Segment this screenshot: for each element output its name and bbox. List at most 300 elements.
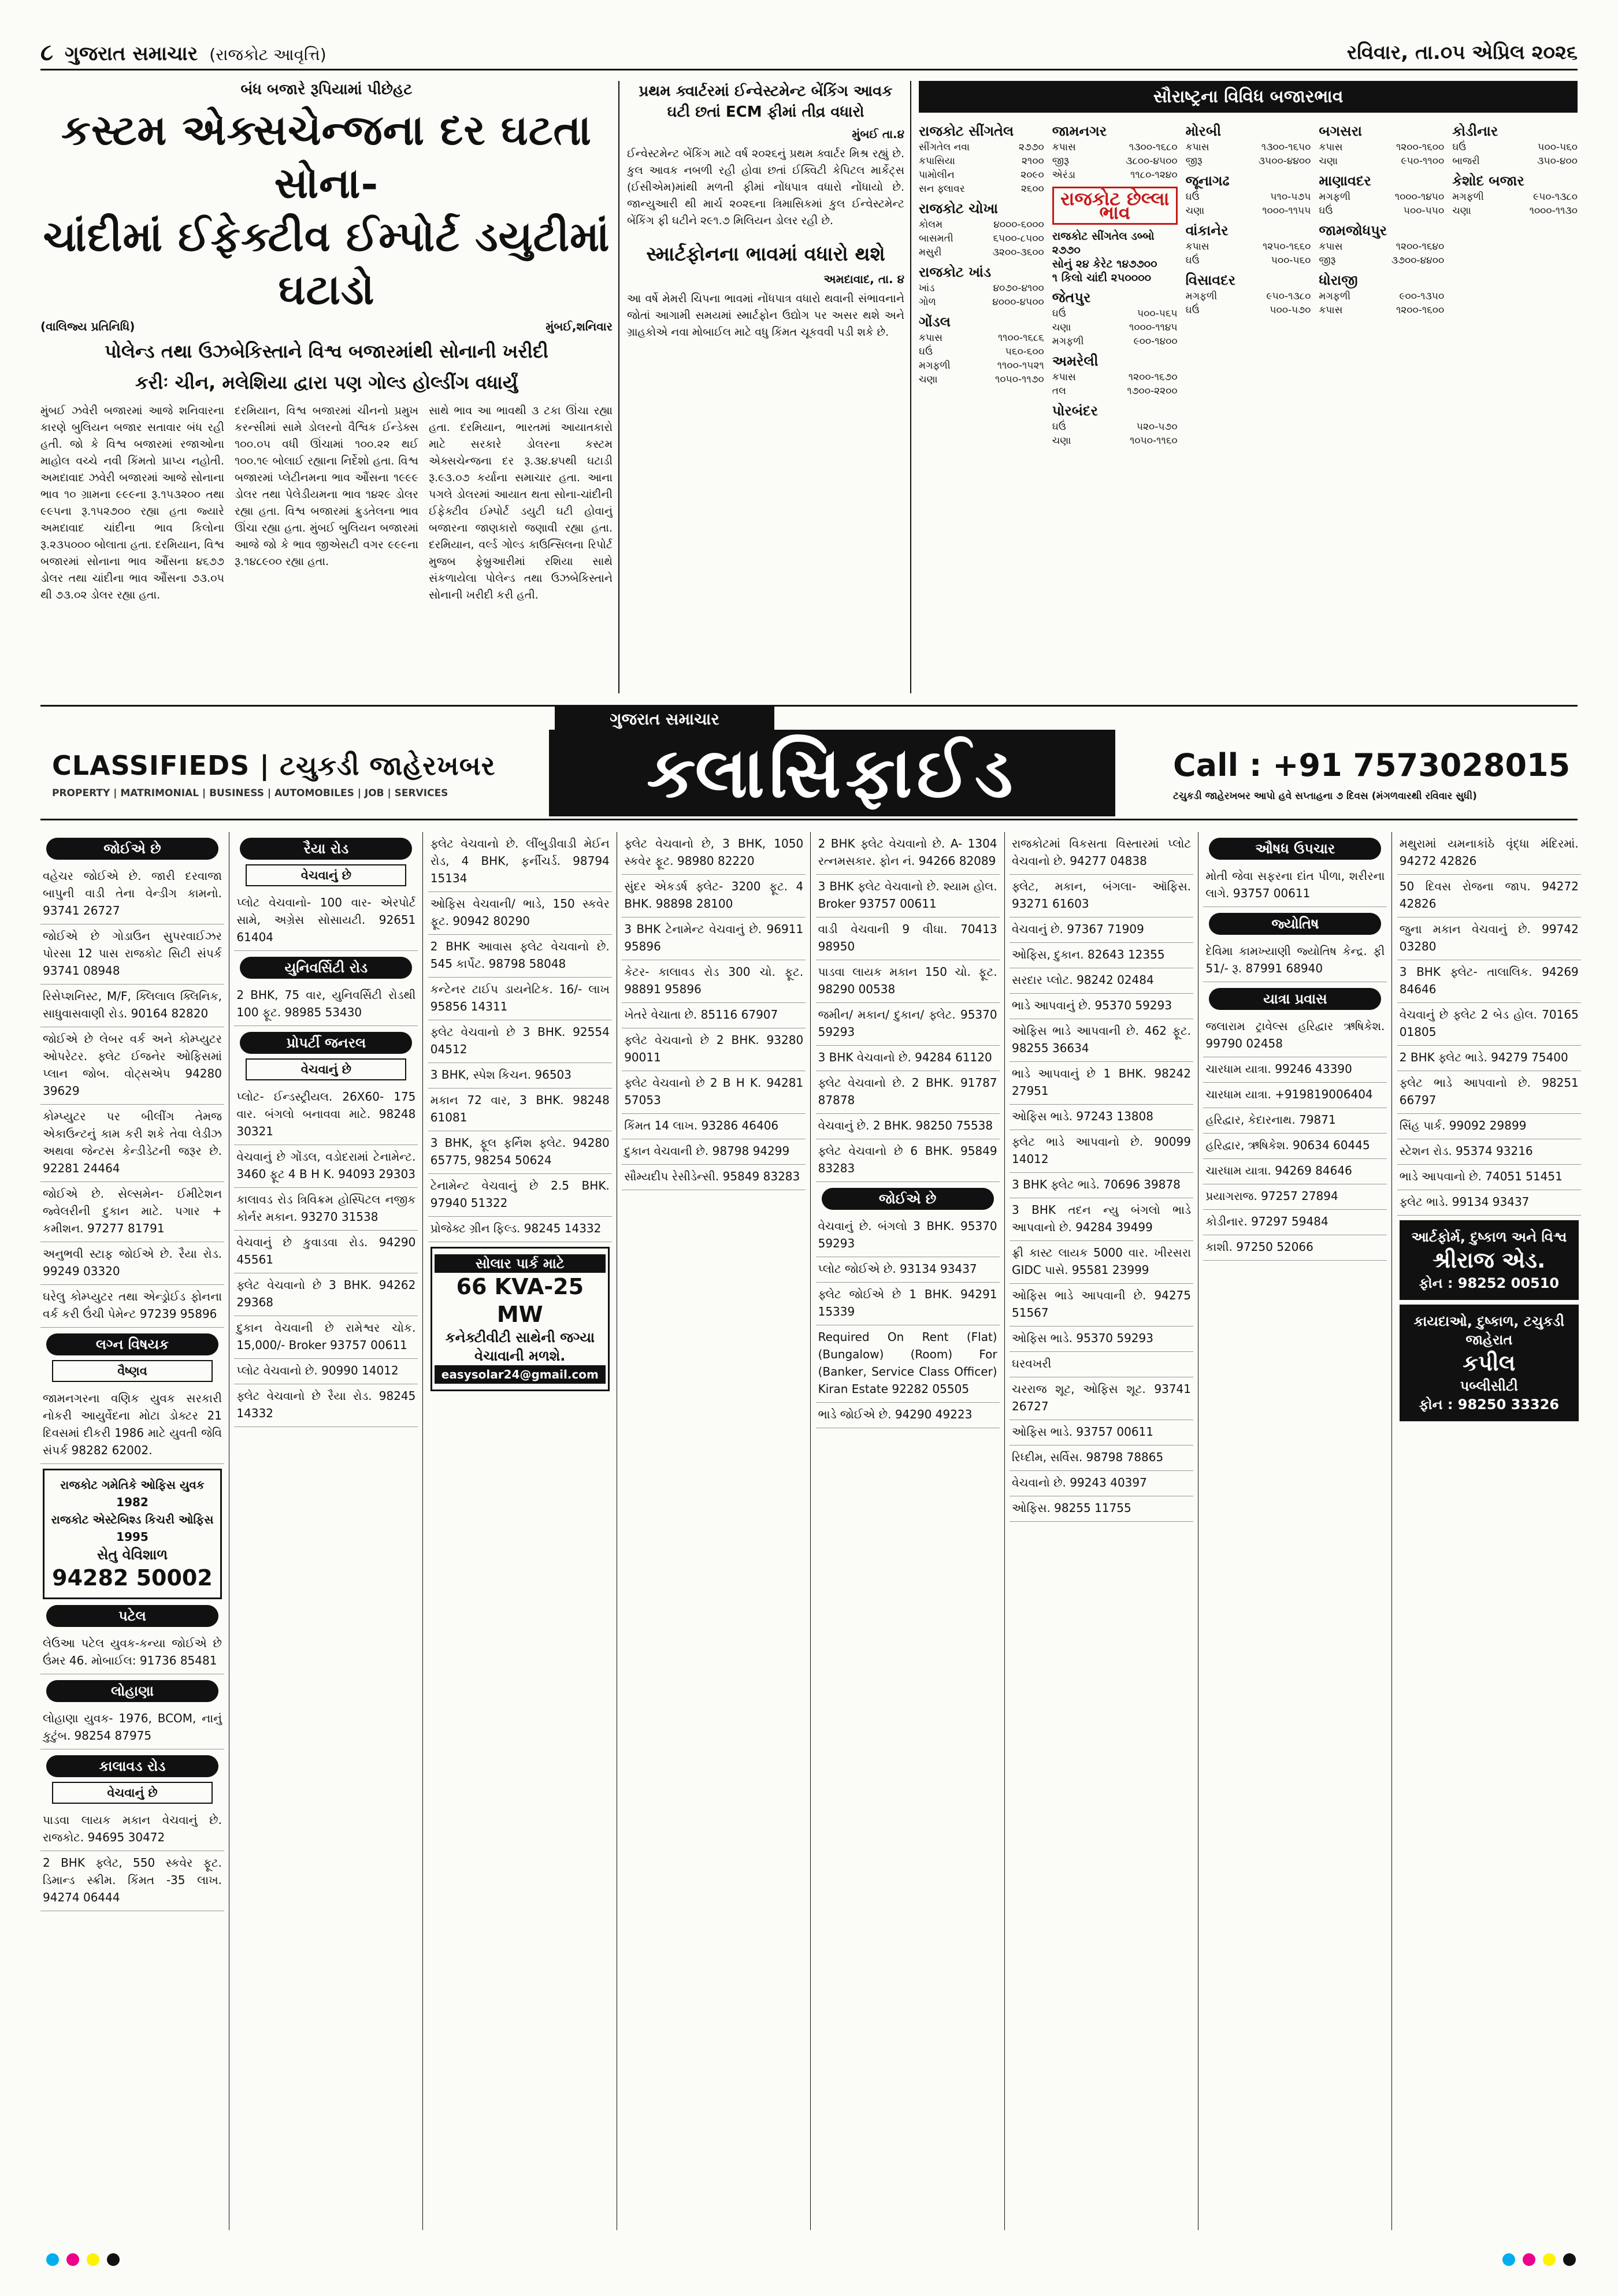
category-header: યાત્રા પ્રવાસ — [1209, 988, 1381, 1010]
rate-row — [1319, 190, 1444, 204]
classified-ad: ફ્લેટ જોઈએ છે 1 BHK. 94291 15339 — [816, 1283, 1000, 1325]
commodity: મગફળી — [1319, 291, 1351, 302]
classified-ad: 50 દિવસ રોજના જાપ. 94272 42826 — [1397, 875, 1581, 917]
commodity: ઘઉં — [1319, 205, 1333, 217]
market-city-name: બગસરા — [1319, 123, 1362, 139]
market-column — [1052, 118, 1178, 448]
classified-ad: પાડવા લાયક મકાન વેચવાનું છે. રાજકોટ. 94695 30472 — [40, 1808, 224, 1851]
market-city-name: કેશોદ બજાર — [1452, 173, 1524, 189]
category-header: ઔષધ ઉપચાર — [1209, 838, 1381, 860]
rate-row — [1052, 307, 1178, 321]
classified-ad: 3 BHK ફ્લેટ ભાડે. 70696 39878 — [1010, 1173, 1193, 1198]
classified-ad: ઓફિસ ભાડે. 97243 13808 — [1010, 1105, 1193, 1130]
rate-row — [1319, 154, 1444, 168]
classified-column — [40, 832, 224, 2230]
registration-mark — [46, 2253, 59, 2266]
price: ૯૫૦-૧૧૦૦ — [1401, 155, 1445, 167]
market-city-name: જામનગર — [1052, 123, 1107, 139]
commodity: ચણા — [1052, 322, 1071, 333]
classified-ad: ચારધામ યાત્રા. 99246 43390 — [1203, 1057, 1387, 1083]
classified-ad: ભાડે જોઈએ છે. 94290 49223 — [816, 1403, 1000, 1428]
market-city-name: પોરબંદર — [1052, 403, 1098, 419]
rate-row — [1052, 168, 1178, 182]
price: ૩૫૦૦-૪૪૦૦ — [1258, 155, 1311, 167]
rate-row — [1186, 190, 1311, 204]
rate-row — [919, 218, 1044, 232]
classified-ad: ફ્લેટ વેચવાનો છે રૈયા રોડ. 98245 14332 — [234, 1384, 418, 1427]
price: ૬૫૦૦-૮૫૦૦ — [993, 233, 1044, 244]
classified-ad: ચરરાજ શૂટ, ઓફિસ શૂટ. 93741 26727 — [1010, 1377, 1193, 1420]
classified-ad: ફ્લેટ વેચવાનો છે 3 BHK. 92554 04512 — [428, 1020, 612, 1063]
rate-row — [1186, 204, 1311, 218]
rate-row — [1186, 289, 1311, 303]
classified-ad: વહેચર જોઈએ છે. જારી દરવાજા બાપુની વાડી તેના વેન્ડીગ કામનો. 93741 26727 — [40, 864, 224, 924]
registration-mark — [1563, 2253, 1576, 2266]
price: ૪૦૦૦-૬૦૦૦ — [993, 219, 1044, 231]
rate-row — [1052, 321, 1178, 335]
rate-row — [1052, 140, 1178, 154]
rajkot-last-rate-box — [1052, 187, 1178, 225]
commodity: કપાસ — [1319, 304, 1343, 316]
market-column — [1452, 118, 1578, 448]
category-header: લગ્ન વિષયક — [46, 1333, 218, 1355]
rajkot-last-rate-line: રાજકોટ સીંગતેલ ડબ્બો ૨૭૭૦ — [1052, 230, 1155, 257]
market-city-name: વિસાવદર — [1185, 272, 1236, 288]
lead-dateline: મુંબઈ,શનિવાર — [545, 319, 613, 333]
commodity: પામોલીન — [919, 169, 955, 181]
column-rule — [1391, 832, 1392, 2230]
classified-ad: હરિદ્વાર, ઋષિકેશ. 90634 60445 — [1203, 1134, 1387, 1159]
price: ૩૭૦૦-૪૪૦૦ — [1391, 255, 1445, 266]
category-header: કાલાવડ રોડ — [46, 1755, 218, 1777]
rate-row — [1452, 204, 1578, 218]
price: ૨૬૦૦ — [1020, 183, 1044, 195]
classified-ad: મકાન 72 વાર, 3 BHK. 98248 61081 — [428, 1088, 612, 1131]
solar-ad-line: easysolar24@gmail.com — [435, 1365, 606, 1384]
price: ૯૫૦-૧૩૮૦ — [1533, 191, 1578, 203]
side-headline: પ્રથમ ક્વાર્ટરમાં ઈન્વેસ્ટમેન્ટ બેંકિંગ આવક ઘટી છતાં ECM ફીમાં તીવ્ર વધારો — [639, 83, 893, 121]
lead-kicker: બંધ બજારે રૂપિયામાં પીછેહટ — [240, 81, 413, 98]
rate-row — [919, 246, 1044, 259]
price: ૯૦૦-૧૩૫૦ — [1399, 291, 1445, 302]
column-rule — [810, 832, 811, 2230]
price: ૧૭૦૦-૨૨૦૦ — [1127, 385, 1178, 397]
price: ૧૧૮૦-૧૨૪૦ — [1130, 169, 1178, 181]
price: ૫૦૦-૫૫૦ — [1403, 205, 1445, 217]
publicity-ad — [1400, 1220, 1579, 1300]
market-city-name: અમરેલી — [1052, 353, 1099, 369]
lead-story — [40, 81, 613, 693]
classified-ad: જુના મકાન વેચવાનું છે. 99742 03280 — [1397, 917, 1581, 960]
classified-ad: ફ્રી કાસ્ટ લાયક 5000 વાર. ખીરસરા GIDC પાસે. 95581 23999 — [1010, 1241, 1193, 1284]
column-rule — [618, 81, 619, 693]
rate-row — [919, 281, 1044, 295]
publicity-ad — [1400, 1305, 1579, 1421]
price: ૧૨૦૦-૧૬૭૦ — [1128, 371, 1178, 383]
classified-ad: 2 BHK ફ્લેટ વેચવાનો છે. A- 1304 રત્નમસકાર. ફોન નં. 94266 82089 — [816, 832, 1000, 875]
rate-row — [919, 154, 1044, 168]
rate-row — [1186, 303, 1311, 317]
classified-ad: 3 BHK, ફૂલ ફર્નિશ ફ્લેટ. 94280 65775, 98254 50624 — [428, 1131, 612, 1174]
price: ૯૫૦-૧૩૮૦ — [1266, 291, 1311, 302]
price: ૫૦૦-૫૬૦ — [1271, 255, 1311, 266]
market-city-name: ધોરાજી — [1319, 272, 1358, 288]
market-city-name: ગોંડલ — [919, 314, 951, 330]
rate-row — [919, 295, 1044, 309]
price: ૫૬૦-૬૦૦ — [1005, 346, 1044, 358]
smartphone-dateline: અમદાવાદ, તા. ૪ — [823, 272, 904, 286]
classifieds-categories: PROPERTY | MATRIMONIAL | BUSINESS | AUTOMOBILES | JOB | SERVICES — [52, 787, 448, 799]
column-rule — [910, 81, 911, 693]
price: ૧૩૦૦-૧૬૫૦ — [1261, 142, 1311, 153]
classified-ad: ભાડે આપવાનો છે. 74051 51451 — [1397, 1165, 1581, 1190]
category-header: પટેલ — [46, 1605, 218, 1627]
page-header — [40, 36, 1578, 70]
side-story — [627, 81, 904, 693]
classified-ad: ઘરેલુ કોમ્પ્યુટર તથા એન્ડ્રોઈડ ફોનના વર્ક કરી ઉંચી પેમેન્ટ 97239 95896 — [40, 1285, 224, 1328]
classified-ad: વેચવાનું છે. 97367 71909 — [1010, 917, 1193, 943]
classified-ad: હરિદ્વાર, કેદારનાથ. 79871 — [1203, 1108, 1387, 1134]
publicity-ad-line: કપીલ — [1463, 1350, 1516, 1376]
classified-ad: ઓફિસ ભાડે. 95370 59293 — [1010, 1327, 1193, 1352]
classified-ad: પ્લોટ જોઈએ છે. 93134 93437 — [816, 1257, 1000, 1283]
classified-ad: ફ્લેટ, મકાન, બંગલા- ઑફિસ. 93271 61603 — [1010, 875, 1193, 917]
classified-ad: પ્રયાગરાજ. 97257 27894 — [1203, 1184, 1387, 1210]
price: ૨૧૦૦ — [1022, 155, 1044, 167]
price: ૧૩૦૦-૧૬૮૦ — [1129, 142, 1178, 153]
commodity: મગફળી — [1319, 191, 1351, 203]
category-header: લોહાણા — [46, 1680, 218, 1702]
classified-ad: 2 BHK, 75 વાર, યુનિવર્સિટી રોડથી 100 ફૂટ. 98985 53430 — [234, 983, 418, 1026]
classified-ad: જોઈએ છે ગોડાઉન સુપરવાઈઝર પોરસા 12 પાસ રાજકોટ સિટી સંપર્ક 93741 08948 — [40, 924, 224, 984]
classified-ad: ફ્લેટ ભાડે આપવાનો છે. 90099 14012 — [1010, 1130, 1193, 1173]
registration-mark — [1543, 2253, 1556, 2266]
registration-mark — [87, 2253, 99, 2266]
classified-ad: ઓફિસ. 98255 11755 — [1010, 1496, 1193, 1522]
registration-mark — [107, 2253, 120, 2266]
commodity: મગફળી — [1185, 291, 1218, 302]
market-city-name: માણાવદર — [1319, 173, 1371, 189]
classified-ad: ફ્લેટ વેચવાનો છે 3 BHK. 94262 29368 — [234, 1273, 418, 1316]
classified-ad: સૌમ્યદીપ રેસીડેન્સી. 95849 83283 — [622, 1165, 806, 1190]
classified-ad: વેચવાનું છે. 2 BHK. 98250 75538 — [816, 1114, 1000, 1139]
classified-ad: મથુરામાં યમનાકાંઠે વૃંદ્ધા મંદિરમાં. 94272 42826 — [1397, 832, 1581, 875]
price: ૧૦૫૦-૧૧૬૦ — [1130, 435, 1178, 447]
classified-column — [428, 832, 612, 2230]
rate-row — [1452, 140, 1578, 154]
lead-headline-2: ચાંદીમાં ઈફેક્ટીવ ઈમ્પોર્ટ ડયુટીમાં ઘટાડો — [43, 211, 610, 314]
classified-ad: સ્ટેશન રોડ. 95374 93216 — [1397, 1139, 1581, 1165]
classified-column — [622, 832, 806, 2230]
classifieds-title: ક્લાસિફાઈડ — [549, 730, 1115, 816]
subcategory-header: વેચવાનું છે — [246, 1058, 406, 1080]
rate-row — [1052, 434, 1178, 448]
commodity: ચણા — [919, 374, 938, 385]
price: ૧૦૫૦-૧૧૭૦ — [994, 374, 1044, 385]
solar-ad — [431, 1247, 610, 1391]
category-header: પ્રોપર્ટી જનરલ — [240, 1032, 412, 1054]
market-city-name: વાંકાનેર — [1185, 222, 1229, 239]
rate-row — [1319, 140, 1444, 154]
classified-ad: વેચવાનો છે. 99243 40397 — [1010, 1471, 1193, 1496]
rate-row — [919, 331, 1044, 345]
rate-row — [1319, 254, 1444, 268]
newspaper-brand: ગુજરાત સમાચાર — [65, 42, 198, 65]
category-header: યુનિવર્સિટી રોડ — [240, 957, 412, 979]
classified-ad: વાડી વેચવાની 9 વીઘા. 70413 98950 — [816, 917, 1000, 960]
lead-body-col-1: મુંબઈ ઝવેરી બજારમાં આજે શનિવારના કારણે બુલિયન બજાર સતાવાર બંધ રહી હતી. જો કે વિશ્વ બજારમાં રજાઓના માહોલ વચ્ચે નવી કિંમતો પ્રાપ્ય નહોતી. અમદાવાદ ઝવેરી બજારમાં આજે સોનાના ભાવ ૧૦ ગ્રામના ૯૯૯ના રૂ.૧૫૩૨૦૦ તથા ૯૯૫ના રૂ.૧૫૨૭૦૦ રહ્યા હતા જ્યારે અમદાવાદ ચાંદીના ભાવ કિલોના રૂ.૨૩૫૦૦૦ બોલાતા હતા. દરમિયાન, વિશ્વ બજારમાં સોનાના ભાવ ઔંસના ૪૬૭૭ ડોલર તથા ચાંદીના ભાવ ઔંસના ૭૩.૦૫ થી ૭૩.૦૨ ડોલર રહ્યા હતા. — [40, 404, 224, 601]
classified-ad: કેટર- કાલાવડ રોડ 300 ચો. ફૂટ. 98891 95896 — [622, 960, 806, 1003]
publicity-ad-line: આર્ટફોર્મ, દુષ્કાળ અને વિશ્વ — [1411, 1229, 1567, 1245]
classified-ad: ફ્લેટ વેચવાનો છે. લીંબુડીવાડી મેઈન રોડ, 4 BHK, ફર્નીચર્ડ. 98794 15134 — [428, 832, 612, 892]
smartphone-body: આ વર્ષે મેમરી ચિપના ભાવમાં નોંધપાત્ર વધારો થવાની સંભાવનાને જોતાં આગામી સમયમાં સ્માર્ટફોન ઉદ્યોગ પર અસર થશે અને ગ્રાહકોએ નવા મોબાઈલ માટે વધુ કિંમત ચૂકવવી પડી શકે છે. — [627, 292, 904, 339]
classified-ad: ફ્લેટ ભાડે. 99134 93437 — [1397, 1190, 1581, 1216]
commodity: કપાસ — [1185, 142, 1209, 153]
price: ૪૦૦૦-૪૫૦૦ — [992, 296, 1044, 308]
classified-ad: વેચવાનું છે ગોંડલ, વડોદરામાં ટેનામેન્ટ. 3460 ફૂટ 4 B H K. 94093 29303 — [234, 1145, 418, 1188]
classified-ad: ચારધામ યાત્રા. +919819006404 — [1203, 1083, 1387, 1108]
rate-row — [1052, 154, 1178, 168]
category-header: જ્યોતિષ — [1209, 913, 1381, 935]
commodity: કપાસ — [1052, 142, 1076, 153]
classified-ad: વેચવાનું છે કુવાડવા રોડ. 94290 45561 — [234, 1231, 418, 1273]
classified-ad: રિસેપ્શનિસ્ટ, M/F, ક્લિલાલ ક્લિનિક, સાધુવાસવાણી રોડ. 90164 82820 — [40, 984, 224, 1027]
price: ૪૦૭૦-૪૧૦૦ — [993, 283, 1044, 294]
classified-ad: ફ્લેટ વેચવાનો છે. 2 BHK. 91787 87878 — [816, 1071, 1000, 1114]
rate-row — [919, 232, 1044, 246]
price: ૧૦૦૦-૧૪૫૦ — [1394, 191, 1445, 203]
commodity: મગફળી — [919, 360, 951, 371]
rajkot-last-rate-line: ૧ કિલો ચાંદી ૨૫૦૦૦૦ — [1052, 272, 1152, 284]
display-ad-line: 94282 50002 — [52, 1565, 213, 1591]
rate-row — [1052, 384, 1178, 398]
classifieds-banner — [40, 705, 1578, 820]
rate-row — [919, 345, 1044, 359]
classified-ad: પાડવા લાયક મકાન 150 ચો. ફૂટ. 98290 00538 — [816, 960, 1000, 1003]
market-city-name: જેતપુર — [1052, 289, 1091, 306]
publicity-ad-line: ફોન : 98250 33326 — [1419, 1396, 1560, 1413]
classified-ad: લેઉઆ પટેલ યુવક-કન્યા જોઈએ છે ઉંમર 46. મોબાઈલ: 91736 85481 — [40, 1632, 224, 1674]
commodity: ઘઉં — [1185, 304, 1200, 316]
classified-ad: અનુભવી સ્ટાફ જોઈએ છે. રૈયા રોડ. 99249 03320 — [40, 1242, 224, 1285]
classified-ad: ફ્લેટ વેચવાનો છે 6 BHK. 95849 83283 — [816, 1139, 1000, 1182]
classified-ad: લોહાણા યુવક- 1976, BCOM, નાનું કુટુંબ. 98254 87975 — [40, 1707, 224, 1749]
commodity: કોલમ — [919, 219, 943, 231]
market-city-name: કોડીનાર — [1452, 123, 1498, 139]
commodity: કપાસ — [1319, 142, 1343, 153]
classified-ad: Required On Rent (Flat) (Bungalow) (Room) For (Banker, Service Class Officer) Kiran Estate 92282 05505 — [816, 1325, 1000, 1403]
commodity: ઘઉં — [919, 346, 933, 358]
rate-row — [1052, 370, 1178, 384]
commodity: ચણા — [1185, 205, 1205, 217]
rate-row — [1186, 154, 1311, 168]
classified-ad: ઓફિસ ભાડે આપવાની છે. 94275 51567 — [1010, 1284, 1193, 1327]
classified-ad: સુંદર એકડર્ષ ફ્લેટ- 3200 ફૂટ. 4 BHK. 98898 28100 — [622, 875, 806, 917]
price: ૫૧૦-૫૭૫ — [1270, 191, 1311, 203]
call-note: ટચુકડી જાહેરખબર આપો હવે સપ્તાહના ૭ દિવસ (મંગળવારથી રવિવાર સુધી) — [1173, 790, 1477, 802]
price: ૨૦૯૦ — [1020, 169, 1044, 181]
market-banner: સૌરાષ્ટ્રના વિવિધ બજારભાવ — [919, 81, 1578, 113]
display-ad-line: રાજકોટ એસ્ટેબિશ્ડ કિચરી ઓફિસ 1995 — [51, 1513, 214, 1544]
rate-row — [1319, 289, 1444, 303]
publicity-ad-line: ફોન : 98252 00510 — [1419, 1275, 1560, 1291]
solar-ad-line: કનેક્ટીવીટી સાથેની જગ્યા વેચાવાની મળશે. — [445, 1329, 595, 1364]
commodity: સીંગતેલ નવા — [919, 142, 970, 153]
commodity: કપાસ — [1185, 241, 1209, 252]
price: ૯૦૦-૧૪૦૦ — [1133, 336, 1178, 347]
commodity: બાસમતી — [919, 233, 953, 244]
commodity: બાજરી — [1452, 155, 1480, 167]
classified-ad: વેચવાનું છે. બંગલો 3 BHK. 95370 59293 — [816, 1214, 1000, 1257]
rate-row — [1452, 190, 1578, 204]
classified-ad: 3 BHK ફ્લેટ- તાલાલિક. 94269 84646 — [1397, 960, 1581, 1003]
market-column — [1319, 118, 1444, 448]
rate-row — [919, 359, 1044, 373]
classified-ad: રિધ્દીમ, સર્વિસ. 98798 78865 — [1010, 1446, 1193, 1471]
classified-ad: 2 BHK આવાસ ફ્લેટ વેચવાનો છે. 545 કાર્પેટ. 98798 58048 — [428, 935, 612, 978]
price: ૩૨૦૦-૩૬૦૦ — [992, 247, 1044, 258]
call-number[interactable]: Call : +91 7573028015 — [1173, 747, 1571, 783]
issue-date: રવિવાર, તા.૦૫ એપ્રિલ ૨૦૨૬ — [1346, 40, 1578, 64]
rate-row — [919, 168, 1044, 182]
commodity: ચણા — [1319, 155, 1338, 167]
classified-column — [1397, 832, 1581, 2230]
classified-ad: 3 BHK ફ્લેટ વેચવાનો છે. શ્યામ હોલ. Broker 93757 00611 — [816, 875, 1000, 917]
market-rates — [919, 81, 1578, 693]
price: ૧૨૦૦-૧૬૦૦ — [1396, 142, 1445, 153]
classified-ad: 3 BHK, સ્પેશ કિચન. 96503 — [428, 1063, 612, 1088]
commodity: ઘઉં — [1185, 255, 1200, 266]
subcategory-header: વેચવાનું છે — [52, 1782, 213, 1804]
classified-ad: 2 BHK ફ્લેટ, 550 સ્કવેર ફૂટ. ડિમાન્ડ સ્ક્રીમ. કિંમત -35 લાખ. 94274 06444 — [40, 1851, 224, 1911]
price: ૧૨૦૦-૧૬૦૦ — [1396, 304, 1445, 316]
classified-ad: પ્લોટ વેચવાનો- 100 વાર- એરપોર્ટ સામે, અગ્રેસ સોસાયટી. 92651 61404 — [234, 891, 418, 951]
commodity: જીરૂ — [1052, 155, 1070, 167]
commodity: જીરૂ — [1185, 155, 1203, 167]
lead-body-col-2: દરમિયાન, વિશ્વ બજારમાં ચીનનો પ્રમુખ કરન્સીમાં સામે ડોલરનો વૈશ્વિક ઈન્ડેક્સ ૧૦૦.૦૫ વધી ઊંચામાં ૧૦૦.૨૨ થઈ ૧૦૦.૧૯ બોલાઈ રહ્યાના નિર્દેશો હતા. વિશ્વ બજારમાં પ્લેટીનમના ભાવ ઔંસના ૧૯૯૯ ડોલર તથા પેલેડીયમના ભાવ ૧૪૨૯ ડોલર રહ્યા હતા. વિશ્વ બજારમાં ક્રુડતેલના ભાવ ઊંચા રહ્યા હતા. મુંબઈ બુલિયન બજારમાં આજે જો કે ભાવ જીએસટી વગર ૯૯૯ના રૂ.૧૪૮૯૦૦ રહ્યા હતા. — [235, 404, 418, 568]
side-body: ઈન્વેસ્ટમેન્ટ બેંકિંગ માટે વર્ષ ૨૦૨૬નું પ્રથમ ક્વાર્ટર મિશ્ર રહ્યું છે. કુલ આવક નબળી રહી હોવા છતાં ઈક્વિટી કેપિટલ માર્કેટ્સ (ઈસીએમ)માંથી મળતી ફીમાં નોંધપાત્ર વધારો નોંધાયો છે. જાન્યુઆરી થી માર્ચ ૨૦૨૬ના ત્રિમાસિકમાં કુલ ઈન્વેસ્ટમેન્ટ બેંકિંગ ફી ઘટીને ૨૯૧.૭ મિલિયન ડોલર રહી છે. — [627, 147, 904, 227]
classified-ad: ફ્લેટ વેચવાનો છે, 3 BHK, 1050 સ્કવેર ફૂટ. 98980 82220 — [622, 832, 806, 875]
edition-label: (રાજકોટ આવૃત્તિ) — [209, 44, 326, 64]
classified-ad: કિંમત 14 લાખ. 93286 46406 — [622, 1114, 806, 1139]
category-header: જોઈએ છે — [822, 1188, 994, 1210]
commodity: ગોળ — [919, 296, 936, 308]
rate-row — [1052, 420, 1178, 434]
classified-ad: રાજકોટમાં વિકસતા વિસ્તારમાં પ્લોટ વેચવાનો છે. 94277 04838 — [1010, 832, 1193, 875]
rajkot-last-rate-label: રાજકોટ છેલ્લા ભાવ — [1060, 188, 1170, 224]
price: ૫૦૦-૫૭૦ — [1270, 304, 1311, 316]
price: ૧૨૫૦-૧૬૬૦ — [1262, 241, 1311, 252]
solar-ad-line: સોલાર પાર્ક માટે — [435, 1254, 606, 1273]
classified-ad: ફ્લેટ ભાડે આપવાનો છે. 98251 66797 — [1397, 1071, 1581, 1114]
commodity: મસુરી — [919, 247, 942, 258]
commodity: કપાસ — [1052, 371, 1076, 383]
display-ad-line: રાજકોટ ગમેતિકે ઓફિસ યુવક 1982 — [60, 1478, 205, 1509]
classified-ad: જામનગરના વણિક યુવક સરકારી નોકરી આયુર્વેદના મોટા ડોક્ટર 21 દિવસમાં દીકરી 1986 માટે યુવતી જેવિ સંપર્ક 98282 62002. — [40, 1387, 224, 1464]
commodity: તલ — [1052, 385, 1066, 397]
classified-ad: જોઈએ છે લેબર વર્ક અને કોમ્પ્યુટર ઓપરેટર. ફ્લેટ ઈજનેર ઓફિસમાં પ્લાન જોબ. વોટ્સએપ 94280 39629 — [40, 1027, 224, 1105]
classified-ad: કોડીનાર. 97297 59484 — [1203, 1210, 1387, 1235]
classified-ad: 3 BHK તદન ન્યુ બંગલો ભાડે આપવાનો છે. 94284 39499 — [1010, 1198, 1193, 1241]
display-ad-line: સેતુ વેવિશાળ — [97, 1547, 168, 1563]
price: ૫૦૦-૫૬૦ — [1538, 142, 1578, 153]
price: ૩૫૦-૪૦૦ — [1537, 155, 1578, 167]
rate-row — [1319, 303, 1444, 317]
market-city-name: જામજોધપુર — [1319, 222, 1387, 239]
price: ૧૦૦૦-૧૧૫૫ — [1262, 205, 1311, 217]
commodity: જીરૂ — [1319, 255, 1336, 266]
market-city-name: રાજકોટ ચોખા — [919, 200, 999, 217]
classified-ad: કાશી. 97250 52066 — [1203, 1235, 1387, 1261]
page-number: ૮ — [40, 39, 53, 66]
subcategory-header: વેચવાનું છે — [246, 864, 406, 886]
publicity-ad-line: શ્રીરાજ એડ. — [1433, 1247, 1546, 1273]
publicity-ad-line: પબ્લીસીટી — [1460, 1378, 1518, 1394]
rate-row — [1319, 240, 1444, 254]
classified-ad: ટેનામેન્ટ વેચવાનું છે 2.5 BHK. 97940 51322 — [428, 1174, 612, 1217]
rate-row — [1186, 140, 1311, 154]
classified-ad: કન્ટેનર ટાઈપ ડાયનેટિક. 16/- લાખ 95856 14311 — [428, 978, 612, 1020]
price: ૧૨૦૦-૧૬૪૦ — [1396, 241, 1445, 252]
price: ૨૭૭૦ — [1018, 142, 1044, 153]
commodity: ચણા — [1452, 205, 1471, 217]
classified-ad: 2 BHK ફ્લેટ ભાડે. 94279 75400 — [1397, 1046, 1581, 1071]
market-column — [919, 118, 1044, 448]
classified-ad: સિંહ પાર્ક. 99092 29899 — [1397, 1114, 1581, 1139]
rate-row — [919, 140, 1044, 154]
rate-row — [919, 182, 1044, 196]
classified-ad: ઓફિસ, દુકાન. 82643 12355 — [1010, 943, 1193, 968]
commodity: કપાસ — [1319, 241, 1343, 252]
commodity: એરંડા — [1052, 169, 1076, 181]
commodity: ચણા — [1052, 435, 1071, 447]
lead-body-col-3: સાથે ભાવ આ ભાવથી ૩ ટકા ઊંચા રહ્યા હતા. દરમિયાન, ભારતમાં આયાતકારો માટે સરકારે ડોલરના કસ્ટમ એક્સચેન્જના દર રૂ.૩૪.૪૫થી ઘટાડી રૂ.૯૩.૦૭ કર્યાના સમાચાર હતા. આના પગલે ડોલરમાં આયાત થતા સોના-ચાંદીની ઈફેક્ટીવ ઈમ્પોર્ટ ડયુટી ઘટી હોવાનું બજારના જાણકારો જણાવી રહ્યા હતા. દરમિયાન, વર્લ્ડ ગોલ્ડ કાઉન્સિલના રિપોર્ટ મુજબ ફેબ્રુઆરીમાં રશિયા સાથે સંકળાયેલા પોલેન્ડ તથા ઉઝબેકિસ્તાને સોનાની ખરીદી કરી હતી. — [429, 404, 613, 601]
column-rule — [422, 832, 423, 2230]
classified-ad: કોમ્પ્યુટર પર બીલીંગ તેમજ એકાઉન્ટનું કામ કરી શકે તેવા લેડીઝ અથવા જેન્ટસ કેન્ડીડેટની જરૂર છે. 92281 24464 — [40, 1105, 224, 1182]
rate-row — [1186, 240, 1311, 254]
registration-mark — [1523, 2253, 1535, 2266]
price: ૩૮૦૦-૪૫૦૦ — [1126, 155, 1178, 167]
price: ૧૦૦૦-૧૧૩૦ — [1529, 205, 1578, 217]
price: ૧૦૦૦-૧૧૪૫ — [1129, 322, 1178, 333]
classified-ad: ખેતરે વેચાતા છે. 85116 67907 — [622, 1003, 806, 1028]
classified-ad: જમીન/ મકાન/ દુકાન/ ફ્લેટ. 95370 59293 — [816, 1003, 1000, 1046]
rajkot-last-rate-line: સોનું ૨૪ કેરેટ ૧૪૭૭૦૦ — [1052, 258, 1157, 270]
lead-headline-1: કસ્ટમ એક્સચેન્જના દર ઘટતા સોના- — [61, 105, 592, 207]
classified-ad: જોઈએ છે. સેલ્સમેન- ઈમીટેશન જ્વેલરીની દુકાન માટે. પગાર + કમીશન. 97277 81791 — [40, 1182, 224, 1242]
price: ૧૧૦૦-૧૬૮૬ — [997, 332, 1044, 344]
rate-row — [1052, 335, 1178, 348]
classified-ad: પ્લોટ- ઈન્ડસ્ટ્રીયલ. 26X60- 175 વાર. બંગલો બનાવવા માટે. 98248 30321 — [234, 1085, 418, 1145]
commodity: ઘઉં — [1185, 191, 1200, 203]
classified-ad: ભાડે આપવાનું છે. 95370 59293 — [1010, 994, 1193, 1019]
classified-ad: કાલાવડ રોડ ત્રિવિક્રમ હોસ્પિટલ નજીક કોર્નર મકાન. 93270 31538 — [234, 1188, 418, 1231]
classified-column — [816, 832, 1000, 2230]
classified-ad: વેચવાનું છે ફ્લેટ 2 બેડ હોલ. 70165 01805 — [1397, 1003, 1581, 1046]
classified-ad: ચારધામ યાત્રા. 94269 84646 — [1203, 1159, 1387, 1184]
lead-subhead-1: પોલેન્ડ તથા ઉઝબેકિસ્તાને વિશ્વ બજારમાંથી સોનાની ખરીદી — [105, 340, 548, 362]
classified-ad: ફ્લેટ વેચવાનો છે 2 BHK. 93280 90011 — [622, 1028, 806, 1071]
classified-column — [1203, 832, 1387, 2230]
publicity-ad-line: કાયદાઓ, દુષ્કાળ, ટચુકડી જાહેરાત — [1413, 1313, 1565, 1348]
side-dateline: મુંબઈ તા.૪ — [852, 127, 904, 141]
commodity: ખાંડ — [919, 283, 935, 294]
classified-ad: દુકાન વેચવાની છે. 98798 94299 — [622, 1139, 806, 1165]
market-city-name: રાજકોટ સીંગતેલ — [919, 123, 1014, 139]
price: ૫૨૦-૫૭૦ — [1136, 421, 1178, 433]
classified-ad: ઓફિસ વેચવાની/ ભાડે, 150 સ્કવેર ફૂટ. 90942 80290 — [428, 892, 612, 935]
commodity: મગફળી — [1052, 336, 1084, 347]
